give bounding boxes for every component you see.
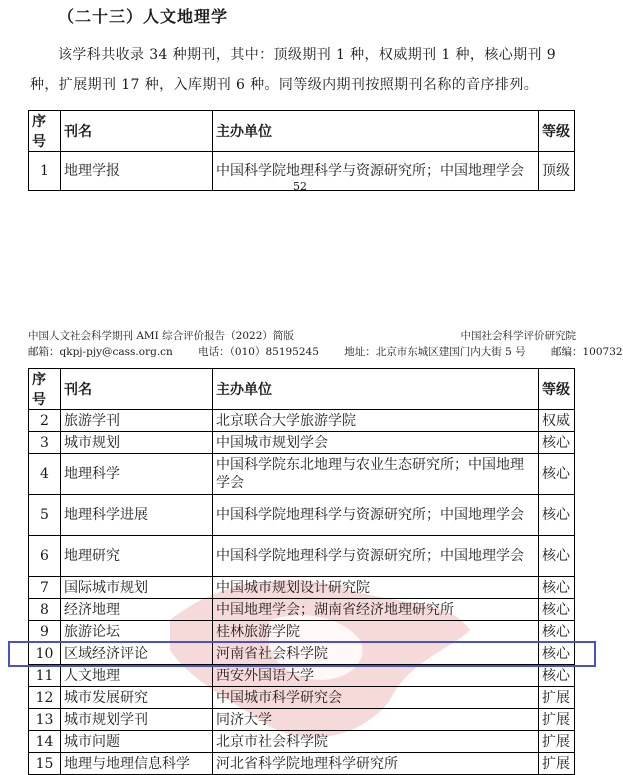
col-header-journal: 刊名: [61, 111, 213, 152]
table-row: [29, 599, 575, 621]
row-journal: 国际城市规划: [61, 577, 213, 599]
col-header-org: 主办单位: [213, 111, 539, 152]
table-row: [29, 577, 575, 599]
row-org: 中国科学院东北地理与农业生态研究所；中国地理学会: [213, 454, 539, 495]
row-level: 核心: [539, 577, 575, 599]
row-level: 扩展: [539, 753, 575, 775]
row-level: 核心: [539, 665, 575, 687]
row-journal: 地理研究: [61, 536, 213, 577]
row-num: 1: [29, 152, 61, 191]
row-journal: 城市问题: [61, 731, 213, 753]
col-header-level: 等级: [539, 111, 575, 152]
row-journal: 旅游学刊: [61, 410, 213, 432]
table-row: [29, 454, 575, 495]
row-num: 14: [29, 731, 61, 753]
row-journal: 城市规划学刊: [61, 709, 213, 731]
page-number: 52: [293, 180, 307, 193]
contact-postcode: 邮编：100732: [550, 346, 623, 358]
journal-table-top: [28, 110, 575, 191]
table-row: [29, 709, 575, 731]
row-org: 中国科学院地理科学与资源研究所；中国地理学会: [213, 495, 539, 536]
row-num: 9: [29, 621, 61, 643]
table-row: [29, 536, 575, 577]
row-journal: 地理与地理信息科学: [61, 753, 213, 775]
row-org: 中国科学院地理科学与资源研究所；中国地理学会: [213, 152, 539, 191]
table-row: [29, 621, 575, 643]
row-level: 权威: [539, 410, 575, 432]
row-org: 中国地理学会；湖南省经济地理研究所: [213, 599, 539, 621]
row-level: 扩展: [539, 731, 575, 753]
contact-phone: 电话：（010）85195245: [198, 346, 319, 358]
row-journal: 城市发展研究: [61, 687, 213, 709]
row-num: 5: [29, 495, 61, 536]
contact-email: 邮箱：qkpj-pjy@cass.org.cn: [28, 346, 173, 358]
row-num: 15: [29, 753, 61, 775]
row-level: 核心: [539, 536, 575, 577]
row-level: 顶级: [539, 152, 575, 191]
journal-table-main: [28, 368, 575, 775]
row-num: 12: [29, 687, 61, 709]
row-num: 7: [29, 577, 61, 599]
row-level: 核心: [539, 621, 575, 643]
row-org: 中国城市科学研究会: [213, 687, 539, 709]
row-level: 核心: [539, 495, 575, 536]
row-org: 桂林旅游学院: [213, 621, 539, 643]
row-level: 核心: [539, 432, 575, 454]
row-num: 13: [29, 709, 61, 731]
table-row: [29, 665, 575, 687]
row-org: 河南省社会科学院: [213, 643, 539, 665]
row-org: 中国城市规划学会: [213, 432, 539, 454]
row-org: 河北省科学院地理科学研究所: [213, 753, 539, 775]
row-org: 北京市社会科学院: [213, 731, 539, 753]
section-title: （二十三）人文地理学: [58, 7, 229, 26]
section-intro: 该学科共收录 34 种期刊，其中：顶级期刊 1 种，权威期刊 1 种，核心期刊 9 种，扩展期刊 17 种，入库期刊 6 种。同等级内期刊按照期刊名称的音序排列。: [30, 47, 557, 93]
row-num: 8: [29, 599, 61, 621]
table-row: [29, 687, 575, 709]
col-header-org: 主办单位: [213, 369, 539, 410]
row-org: 西安外国语大学: [213, 665, 539, 687]
row-level: 核心: [539, 643, 575, 665]
row-org: 同济大学: [213, 709, 539, 731]
row-journal: 地理科学: [61, 454, 213, 495]
col-header-journal: 刊名: [61, 369, 213, 410]
row-journal: 人文地理: [61, 665, 213, 687]
row-journal: 经济地理: [61, 599, 213, 621]
row-journal: 城市规划: [61, 432, 213, 454]
row-journal: 地理科学进展: [61, 495, 213, 536]
table-row: [29, 410, 575, 432]
running-header-publisher: 中国社会科学评价研究院: [460, 330, 576, 342]
row-num: 2: [29, 410, 61, 432]
row-num: 10: [29, 643, 61, 665]
row-level: 核心: [539, 599, 575, 621]
row-org: 中国城市规划设计研究院: [213, 577, 539, 599]
row-journal: 旅游论坛: [61, 621, 213, 643]
table-row: [29, 753, 575, 775]
row-org: 中国科学院地理科学与资源研究所；中国地理学会: [213, 536, 539, 577]
col-header-num: 序号: [29, 369, 61, 410]
table-header-row: [29, 369, 575, 410]
table-row: [29, 643, 575, 665]
table-row: [29, 495, 575, 536]
running-header-title: 中国人文社会科学期刊 AMI 综合评价报告（2022）简版: [28, 330, 294, 342]
row-journal: 区域经济评论: [61, 643, 213, 665]
table-row: [29, 432, 575, 454]
row-num: 3: [29, 432, 61, 454]
row-level: 核心: [539, 454, 575, 495]
table-header-row: [29, 111, 575, 152]
row-journal: 地理学报: [61, 152, 213, 191]
running-header-contact: [28, 344, 623, 359]
row-level: 扩展: [539, 709, 575, 731]
col-header-num: 序号: [29, 111, 61, 152]
table-row: [29, 731, 575, 753]
col-header-level: 等级: [539, 369, 575, 410]
row-level: 扩展: [539, 687, 575, 709]
row-num: 4: [29, 454, 61, 495]
contact-address: 地址：北京市东城区建国门内大街 5 号: [344, 346, 526, 358]
row-org: 北京联合大学旅游学院: [213, 410, 539, 432]
row-num: 11: [29, 665, 61, 687]
row-num: 6: [29, 536, 61, 577]
